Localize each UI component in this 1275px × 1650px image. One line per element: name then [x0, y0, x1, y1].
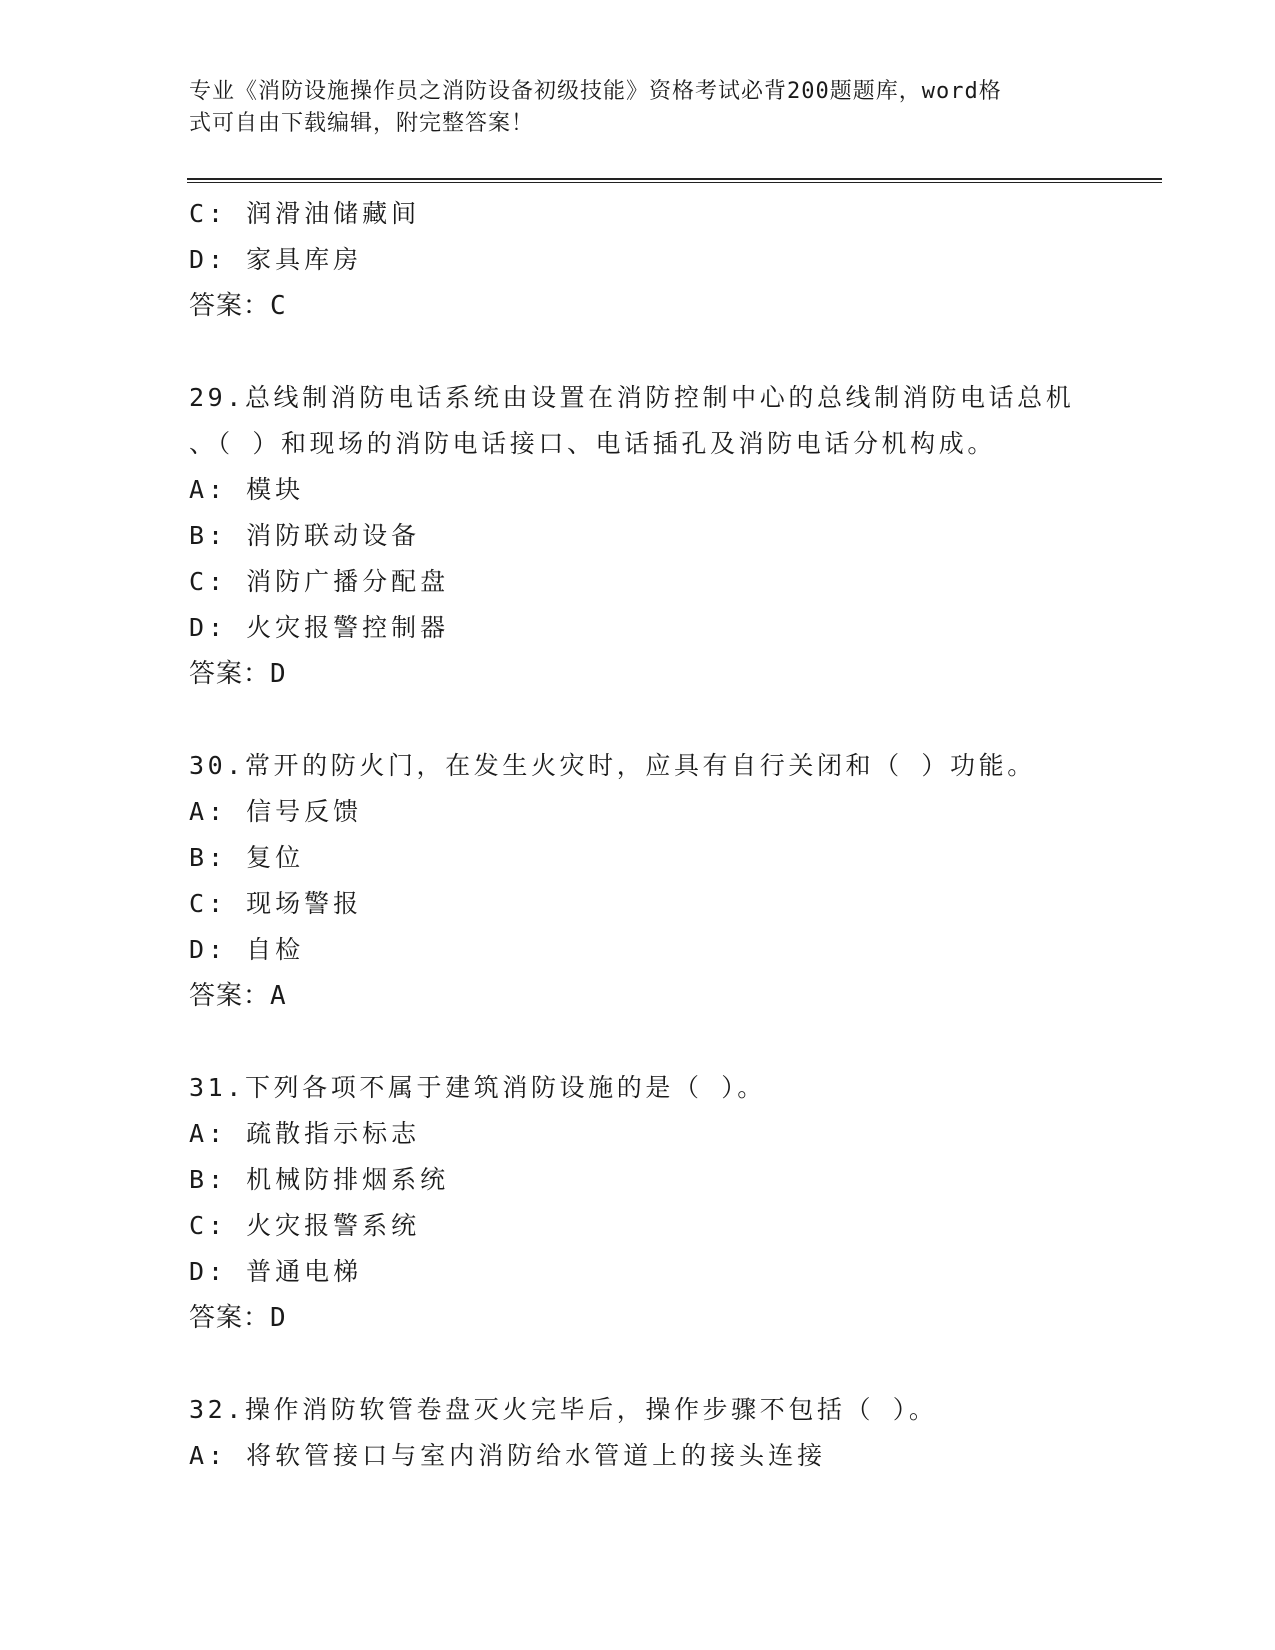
option-d: D: 家具库房: [189, 245, 363, 274]
question-31: [189, 1065, 1149, 1341]
answer-value: A: [270, 981, 287, 1011]
question-stem: 32.操作消防软管卷盘灭火完毕后，操作步骤不包括（ ）。: [189, 1395, 938, 1424]
option-d: D: 自检: [189, 935, 305, 964]
option-a: A: 信号反馈: [189, 797, 363, 826]
question-29: [189, 375, 1149, 697]
question-stem: 30.常开的防火门，在发生火灾时，应具有自行关闭和（ ）功能。: [189, 751, 1036, 780]
answer-label: 答案：: [189, 291, 271, 321]
option-c: C: 现场警报: [189, 889, 363, 918]
question-stem-continued: 、（ ）和现场的消防电话接口、电话插孔及消防电话分机构成。: [189, 429, 996, 458]
option-c: C: 火灾报警系统: [189, 1211, 421, 1240]
option-a: A: 疏散指示标志: [189, 1119, 421, 1148]
answer-label: 答案：: [189, 1303, 271, 1333]
question-stem: 29.总线制消防电话系统由设置在消防控制中心的总线制消防电话总机: [189, 383, 1075, 412]
question-32: [189, 1387, 1149, 1479]
option-b: B: 复位: [189, 843, 305, 872]
option-c: C: 润滑油储藏间: [189, 199, 421, 228]
answer-line: [189, 973, 1149, 1019]
option-d: D: 火灾报警控制器: [189, 613, 450, 642]
answer-line: [189, 1295, 1149, 1341]
answer-label: 答案：: [189, 659, 271, 689]
option-b: B: 机械防排烟系统: [189, 1165, 450, 1194]
answer-line: [189, 651, 1149, 697]
answer-line: [189, 283, 1149, 329]
answer-value: C: [270, 291, 287, 321]
question-stem: 31.下列各项不属于建筑消防设施的是（ ）。: [189, 1073, 766, 1102]
option-d: D: 普通电梯: [189, 1257, 363, 1286]
answer-value: D: [270, 1303, 287, 1333]
header-line-2: 式可自由下载编辑，附完整答案！: [189, 111, 535, 136]
question-30: [189, 743, 1149, 1019]
question-28-tail: [189, 191, 1149, 329]
option-b: B: 消防联动设备: [189, 521, 421, 550]
answer-value: D: [270, 659, 287, 689]
document-body: [189, 191, 1149, 1479]
answer-label: 答案：: [189, 981, 271, 1011]
option-c: C: 消防广播分配盘: [189, 567, 450, 596]
header-divider: [187, 178, 1162, 183]
option-a: A: 模块: [189, 475, 305, 504]
header-line-1: 专业《消防设施操作员之消防设备初级技能》资格考试必背200题题库，word格: [189, 79, 1002, 104]
page-header: [189, 76, 1089, 140]
option-a: A: 将软管接口与室内消防给水管道上的接头连接: [189, 1441, 827, 1470]
